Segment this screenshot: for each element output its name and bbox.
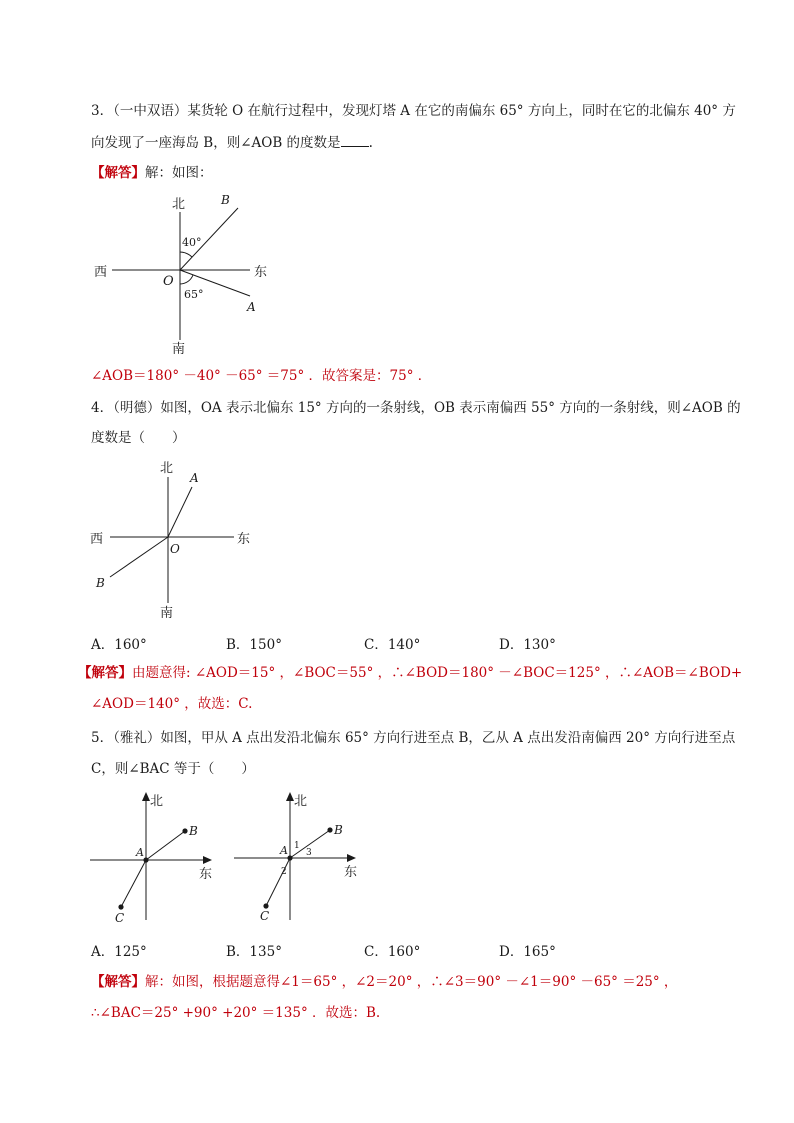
q5l-point-b: [182, 828, 187, 833]
q3-label-40deg: 40°: [182, 236, 202, 249]
q5r-label-east: 东: [344, 865, 358, 880]
q5-figure-right: [232, 788, 372, 928]
q5r-east-arrow-icon: [347, 854, 356, 862]
q5r-label-a: A: [280, 844, 288, 857]
q4-ray-ob: [110, 537, 168, 577]
q5-answer-tag: 【解答】: [91, 974, 145, 990]
q3-answer-text: 解：如图：: [145, 165, 213, 181]
q3-answer-line: [91, 163, 213, 183]
q5r-point-b: [327, 827, 332, 832]
q3-arc-40: [180, 252, 192, 257]
q5-answer-line1: [91, 972, 677, 992]
q5l-point-c: [118, 904, 123, 909]
q5-option-a: A．125°: [91, 944, 147, 960]
q4-label-o: O: [170, 542, 180, 556]
q5r-label-north: 北: [294, 794, 308, 809]
q4-option-b: B．150°: [226, 637, 282, 653]
q4-answer-tag: 【解答】: [78, 665, 132, 681]
q5l-north-arrow-icon: [142, 792, 150, 801]
q5-answer-line2: ∴∠BAC＝25° +90° +20° ＝135° ．故选：B.: [91, 1005, 381, 1021]
q5l-label-east: 东: [199, 867, 213, 882]
q3-label-b: B: [221, 193, 230, 207]
q5l-point-a: [143, 857, 148, 862]
q5-option-b: B．135°: [226, 944, 282, 960]
q5r-point-c: [263, 903, 268, 908]
q4-text-line1: 4．（明德）如图，OA 表示北偏东 15° 方向的一条射线，OB 表示南偏西 55° 方向的一条射线，则∠AOB 的: [91, 400, 741, 416]
q4-label-b: B: [96, 576, 105, 590]
q3-answer-tag: 【解答】: [91, 165, 145, 181]
q4-label-east: 东: [237, 532, 251, 547]
q4-ray-oa: [168, 487, 192, 537]
q5r-point-a: [287, 855, 292, 860]
q5r-label-1: 1: [294, 841, 300, 851]
q5r-ray-ac: [266, 858, 290, 906]
q3-figure: [90, 190, 290, 360]
q4-figure: [88, 455, 268, 625]
q4-label-west: 西: [90, 532, 104, 547]
q3-answer-blank: [341, 133, 369, 147]
q5r-label-c: C: [260, 909, 270, 923]
q3-label-o: O: [163, 274, 174, 289]
q3-label-north: 北: [172, 197, 186, 212]
q4-option-c: C．140°: [364, 637, 421, 653]
q5l-label-north: 北: [150, 794, 164, 809]
q4-label-a: A: [190, 471, 199, 485]
q5-option-c: C．160°: [364, 944, 421, 960]
q4-text-line2: 度数是（ ）: [91, 430, 186, 446]
q5r-label-b: B: [334, 823, 343, 837]
q3-text-line1: 3．（一中双语）某货轮 O 在航行过程中，发现灯塔 A 在它的南偏东 65° 方向上，同时在它的北偏东 40° 方: [91, 103, 736, 119]
q5r-label-2: 2: [281, 867, 287, 877]
q5l-east-arrow-icon: [203, 856, 212, 864]
q3-text-line2-post: .: [368, 135, 373, 151]
q4-answer-line2: ∠AOD＝140° ，故选：C.: [91, 696, 253, 712]
q3-label-south: 南: [172, 342, 186, 357]
q4-label-south: 南: [160, 606, 174, 621]
q3-label-65deg: 65°: [184, 288, 204, 301]
q4-label-north: 北: [160, 461, 174, 476]
q5-text-line2: C，则∠BAC 等于（ ）: [91, 761, 255, 777]
q5l-ray-ab: [146, 831, 185, 860]
q5-text-line1: 5．（雅礼）如图，甲从 A 点出发沿北偏东 65° 方向行进至点 B，乙从 A 点出发沿南偏西 20° 方向行进至点: [91, 730, 736, 746]
q4-answer-line1: [78, 663, 742, 683]
q5r-north-arrow-icon: [286, 792, 294, 801]
q4-option-d: D．130°: [499, 637, 556, 653]
q4-answer-text1: 由题意得: ∠AOD＝15° ，∠BOC＝55° ，∴∠BOD＝180° －∠BOC＝125° ，∴∠AOB＝∠BOD+: [132, 665, 743, 681]
q5r-label-3: 3: [306, 848, 312, 858]
q4-option-a: A．160°: [91, 637, 147, 653]
q3-label-east: 东: [254, 265, 268, 280]
q3-text-line2-pre: 向发现了一座海岛 B，则∠AOB 的度数是: [91, 135, 341, 151]
q5-figure-left: [88, 788, 228, 928]
q3-text-line2: [91, 133, 373, 153]
q5l-label-b: B: [189, 824, 198, 838]
q3-result: ∠AOB＝180° －40° －65° ＝75° ．故答案是：75° ．: [91, 368, 432, 384]
q5l-ray-ac: [121, 860, 146, 907]
q3-label-west: 西: [94, 265, 108, 280]
q5l-label-a: A: [136, 846, 144, 859]
q3-label-a: A: [247, 300, 256, 314]
q5-answer-text1: 解：如图，根据题意得∠1＝65° ，∠2＝20° ，∴∠3＝90° －∠1＝90° －65° ＝25° ，: [145, 974, 678, 990]
q5-option-d: D．165°: [499, 944, 556, 960]
q3-arc-65: [180, 275, 193, 284]
q5l-label-c: C: [115, 911, 125, 925]
